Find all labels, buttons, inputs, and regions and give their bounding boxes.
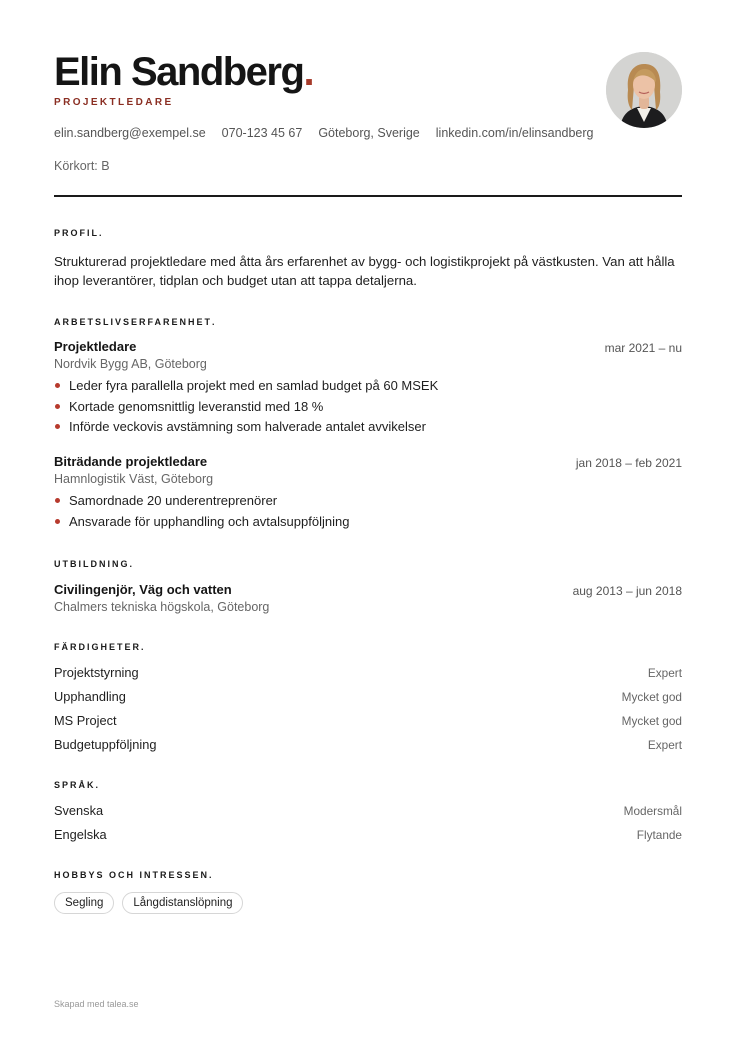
- job-employer: Nordvik Bygg AB, Göteborg: [54, 357, 207, 371]
- list-item: Samordnade 20 underentreprenörer: [54, 492, 349, 513]
- job-achievements: [54, 377, 438, 439]
- section-title-skills: FÄRDIGHETER.: [54, 642, 144, 652]
- contact-email[interactable]: elin.sandberg@exempel.se: [54, 126, 206, 140]
- cv-page: [54, 0, 682, 1040]
- job-date: jan 2018 – feb 2021: [575, 456, 682, 470]
- skill-level: Mycket god: [621, 690, 682, 704]
- section-title-hobbies: HOBBYS OCH INTRESSEN.: [54, 870, 212, 880]
- skill-row: [54, 737, 682, 757]
- contact-phone[interactable]: 070-123 45 67: [221, 126, 303, 140]
- section-title-education: UTBILDNING.: [54, 559, 133, 569]
- candidate-name: Elin Sandberg.: [54, 50, 314, 94]
- hobby-chips: [54, 892, 243, 914]
- hobby-chip: Långdistanslöpning: [122, 892, 243, 914]
- section-title-profile: PROFIL.: [54, 228, 102, 238]
- language-level: Modersmål: [623, 804, 682, 818]
- job-title: Biträdande projektledare: [54, 454, 208, 469]
- name-accent-dot: .: [303, 50, 314, 94]
- profile-line: ihop leverantörer, tidplan och budget utan att tappa detaljerna.: [54, 273, 417, 288]
- section-title-languages: SPRÅK.: [54, 780, 99, 790]
- skill-level: Expert: [647, 666, 682, 680]
- job-role: PROJEKTLEDARE: [54, 97, 174, 108]
- language-row: [54, 827, 682, 847]
- job-employer: Hamnlogistik Väst, Göteborg: [54, 472, 214, 486]
- footer-credit[interactable]: Skapad med talea.se: [54, 999, 139, 1009]
- skill-row: [54, 689, 682, 709]
- contact-linkedin[interactable]: linkedin.com/in/elinsandberg: [435, 126, 594, 140]
- skill-row: [54, 665, 682, 685]
- profile-line: Strukturerad projektledare med åtta års erfarenhet av bygg- och logistikprojekt på västkusten. Van att hålla: [54, 254, 675, 269]
- list-item: Ansvarade för upphandling och avtalsuppföljning: [54, 513, 349, 534]
- skill-row: [54, 713, 682, 733]
- skill-name: Upphandling: [54, 689, 126, 704]
- skill-level: Expert: [647, 738, 682, 752]
- education-date: aug 2013 – jun 2018: [572, 584, 682, 598]
- drivers-license: Körkort: B: [54, 159, 110, 173]
- contact-location: Göteborg, Sverige: [318, 126, 420, 140]
- profile-summary: [54, 252, 682, 290]
- list-item: Införde veckovis avstämning som halverade antalet avvikelser: [54, 418, 438, 439]
- skill-name: Projektstyrning: [54, 665, 139, 680]
- language-row: [54, 803, 682, 823]
- skill-level: Mycket god: [621, 714, 682, 728]
- job-achievements: [54, 492, 349, 533]
- section-title-experience: ARBETSLIVSERFARENHET.: [54, 317, 215, 327]
- contact-line: [54, 126, 610, 140]
- language-level: Flytande: [636, 828, 682, 842]
- skill-name: Budgetuppföljning: [54, 737, 157, 752]
- education-school: Chalmers tekniska högskola, Göteborg: [54, 600, 270, 614]
- avatar: [606, 52, 682, 128]
- language-name: Engelska: [54, 827, 107, 842]
- hobby-chip: Segling: [54, 892, 114, 914]
- job-title: Projektledare: [54, 339, 137, 354]
- job-date: mar 2021 – nu: [604, 341, 682, 355]
- skill-name: MS Project: [54, 713, 117, 728]
- list-item: Kortade genomsnittlig leveranstid med 18 %: [54, 398, 438, 419]
- list-item: Leder fyra parallella projekt med en samlad budget på 60 MSEK: [54, 377, 438, 398]
- language-name: Svenska: [54, 803, 104, 818]
- profile-photo-icon: [606, 52, 682, 128]
- header-divider: [54, 195, 682, 197]
- education-degree: Civilingenjör, Väg och vatten: [54, 582, 232, 597]
